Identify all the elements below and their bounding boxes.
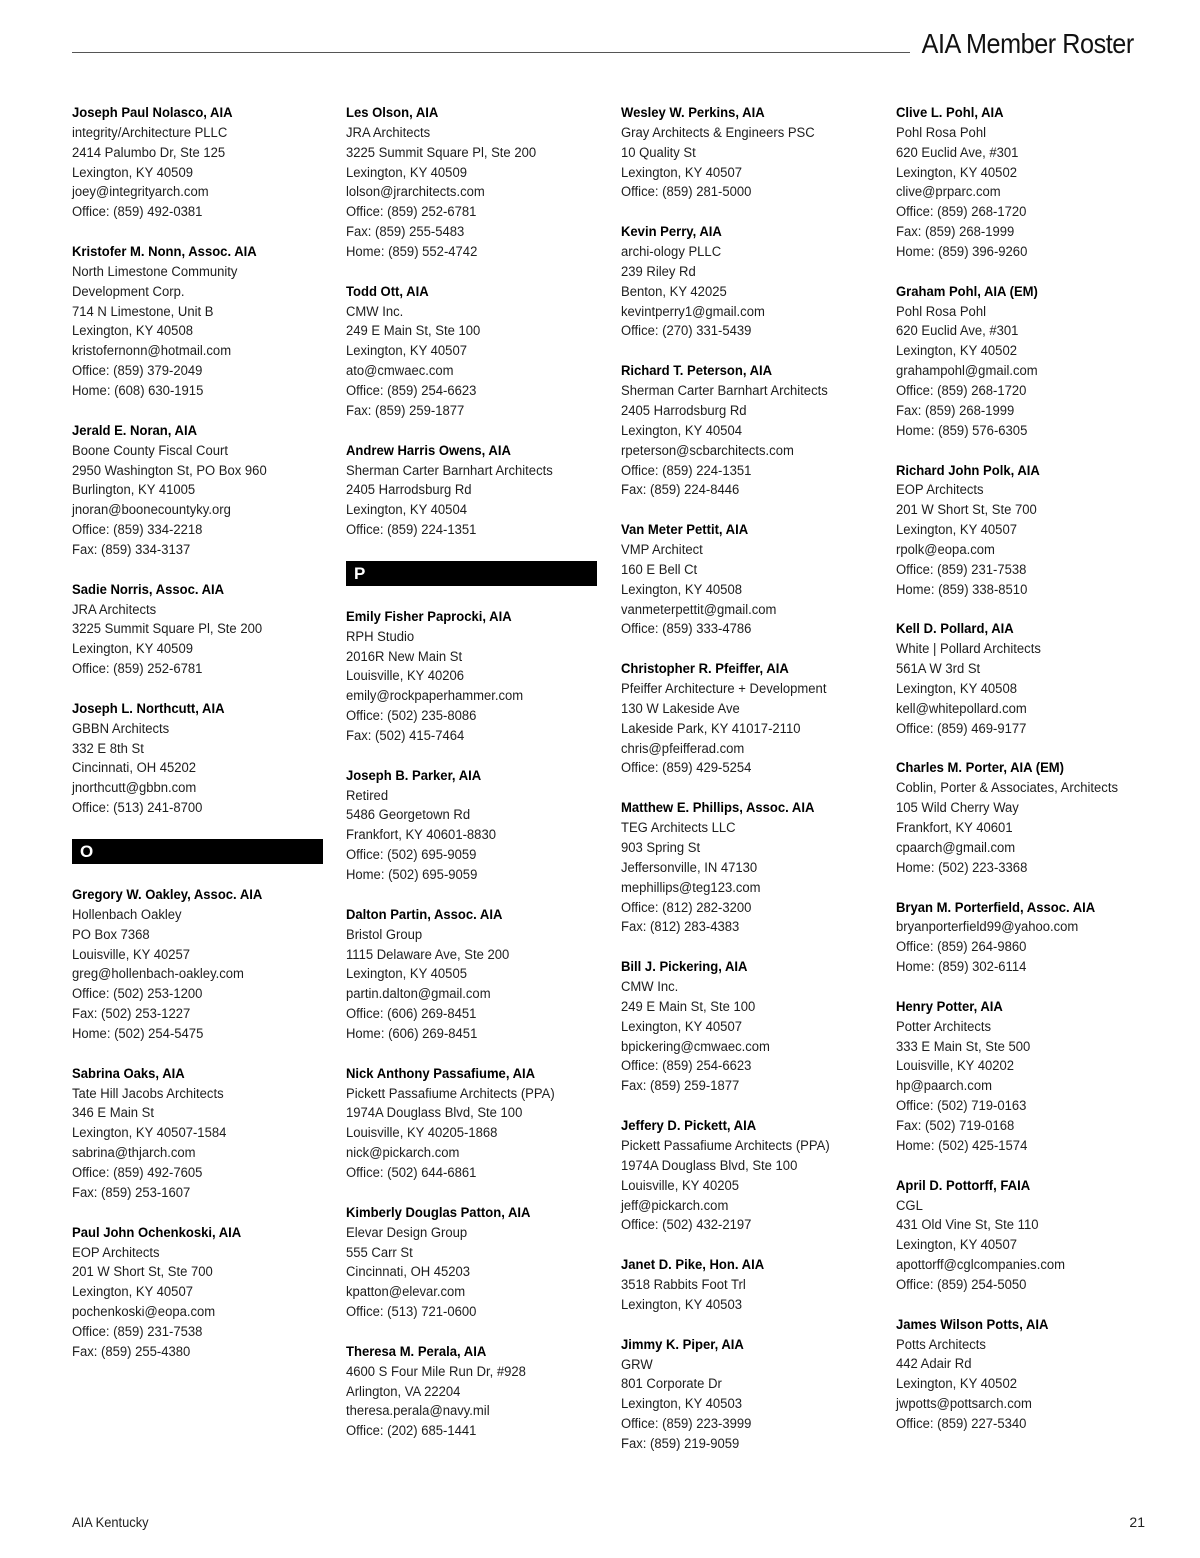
member-detail: TEG Architects LLC [621,820,736,837]
member-name: Richard T. Peterson, AIA [621,363,773,380]
member-detail: Office: (859) 252-6781 [346,204,477,221]
member-detail: jwpotts@pottsarch.com [896,1396,1032,1413]
member-entry [896,1316,1158,1435]
member-name: Graham Pohl, AIA (EM) [896,283,1038,300]
member-entry [621,223,883,342]
member-detail: Fax: (502) 253-1227 [72,1006,191,1023]
member-detail: 1974A Douglass Blvd, Ste 100 [621,1157,798,1174]
member-entry [621,958,883,1097]
member-entry [72,581,334,680]
member-detail: 431 Old Vine St, Ste 110 [896,1217,1039,1234]
member-detail: Fax: (859) 224-8446 [621,482,740,499]
member-detail: Office: (270) 331-5439 [621,323,752,340]
member-detail: 442 Adair Rd [896,1356,972,1373]
member-detail: 1974A Douglass Blvd, Ste 100 [346,1105,523,1122]
member-name: Kristofer M. Nonn, Assoc. AIA [72,244,257,261]
member-detail: Office: (859) 254-6623 [346,382,477,399]
member-entry [896,283,1158,442]
member-detail: 1115 Delaware Ave, Ste 200 [346,946,510,963]
member-detail: Fax: (812) 283-4383 [621,919,740,936]
member-detail: kpatton@elevar.com [346,1284,466,1301]
member-detail: Office: (859) 334-2218 [72,522,203,539]
member-detail: Lexington, KY 40505 [346,966,467,983]
member-detail: Home: (502) 425-1574 [896,1137,1028,1154]
member-detail: 561A W 3rd St [896,661,981,678]
member-detail: joey@integrityarch.com [72,184,209,201]
member-detail: nick@pickarch.com [346,1145,460,1162]
member-detail: Lexington, KY 40502 [896,164,1017,181]
member-name: Jerald E. Noran, AIA [72,422,198,439]
member-detail: 160 E Bell Ct [621,561,698,578]
member-detail: 249 E Main St, Ste 100 [346,323,481,340]
member-entry [346,283,608,422]
member-detail: CMW Inc. [621,979,679,996]
member-detail: EOP Architects [72,1244,160,1261]
member-entry [896,899,1158,978]
member-detail: archi-ology PLLC [621,244,722,261]
member-detail: Home: (859) 302-6114 [896,959,1027,976]
member-detail: Fax: (502) 415-7464 [346,727,465,744]
member-detail: lolson@jrarchitects.com [346,184,485,201]
member-detail: GBBN Architects [72,720,170,737]
member-name: Christopher R. Pfeiffer, AIA [621,661,789,678]
member-detail: Cincinnati, OH 45203 [346,1264,471,1281]
member-detail: Potter Architects [896,1018,992,1035]
member-detail: 346 E Main St [72,1105,154,1122]
member-detail: Fax: (859) 268-1999 [896,224,1015,241]
member-detail: 620 Euclid Ave, #301 [896,144,1019,161]
member-detail: Arlington, VA 22204 [346,1383,461,1400]
member-detail: Office: (513) 721-0600 [346,1304,477,1321]
member-detail: Lexington, KY 40504 [346,502,467,519]
member-detail: Office: (859) 268-1720 [896,204,1027,221]
roster-column-3 [621,104,883,1475]
member-detail: Home: (502) 695-9059 [346,867,478,883]
member-detail: sabrina@thjarch.com [72,1145,196,1162]
member-detail: Pohl Rosa Pohl [896,124,986,141]
member-detail: 4600 S Four Mile Run Dr, #928 [346,1363,526,1380]
footer-org: AIA Kentucky [72,1514,149,1530]
member-detail: kristofernonn@hotmail.com [72,343,232,360]
member-detail: Burlington, KY 41005 [72,482,196,499]
member-detail: Lexington, KY 40502 [896,1376,1017,1393]
member-detail: Gray Architects & Engineers PSC [621,124,815,141]
member-detail: Home: (859) 576-6305 [896,422,1028,439]
member-detail: 903 Spring St [621,840,701,856]
member-detail: Cincinnati, OH 45202 [72,760,197,777]
member-detail: Office: (859) 227-5340 [896,1415,1027,1432]
member-entry [896,998,1158,1157]
page-title: AIA Member Roster [921,28,1134,59]
member-detail: Office: (502) 432-2197 [621,1217,752,1234]
member-name: Bryan M. Porterfield, Assoc. AIA [896,899,1096,916]
member-name: James Wilson Potts, AIA [896,1316,1049,1333]
member-detail: Benton, KY 42025 [621,283,727,300]
member-detail: Office: (859) 224-1351 [346,522,477,539]
member-detail: 2405 Harrodsburg Rd [621,402,747,419]
member-detail: Pohl Rosa Pohl [896,303,986,320]
member-entry [72,700,334,819]
member-detail: EOP Architects [896,482,984,499]
member-entry [346,1343,608,1442]
member-detail: Lexington, KY 40507 [896,522,1017,539]
member-detail: 201 W Short St, Ste 700 [896,502,1037,519]
section-letter-header: O [72,839,323,864]
member-name: Joseph L. Northcutt, AIA [72,700,225,717]
member-detail: Lexington, KY 40507 [72,1284,193,1301]
member-detail: jnoran@boonecountyky.org [72,502,231,519]
member-detail: vanmeterpettit@gmail.com [621,601,777,618]
member-detail: hp@paarch.com [896,1078,992,1095]
member-entry [621,1256,883,1316]
member-detail: Office: (859) 281-5000 [621,184,752,201]
roster-column-1 [72,104,334,1383]
member-name: Jimmy K. Piper, AIA [621,1336,744,1353]
member-name: Clive L. Pohl, AIA [896,105,1004,121]
member-detail: Louisville, KY 40202 [896,1058,1015,1075]
member-detail: Office: (606) 269-8451 [346,1006,477,1023]
member-entry [621,799,883,938]
member-detail: bryanporterfield99@yahoo.com [896,919,1079,936]
member-detail: GRW [621,1356,653,1373]
member-detail: Home: (502) 223-3368 [896,859,1028,876]
member-detail: Lexington, KY 40507-1584 [72,1125,227,1142]
member-entry [72,1065,334,1204]
member-detail: JRA Architects [346,124,431,141]
member-detail: Fax: (859) 259-1877 [346,402,465,419]
member-detail: jnorthcutt@gbbn.com [72,780,197,797]
member-detail: Office: (859) 231-7538 [896,561,1027,578]
member-name: Charles M. Porter, AIA (EM) [896,760,1065,777]
member-detail: Lexington, KY 40507 [621,1018,742,1035]
member-detail: mephillips@teg123.com [621,879,761,896]
member-detail: 2950 Washington St, PO Box 960 [72,462,267,479]
member-detail: Office: (859) 254-6623 [621,1058,752,1075]
member-detail: Louisville, KY 40257 [72,946,191,963]
member-name: Sadie Norris, Assoc. AIA [72,581,225,598]
member-detail: 201 W Short St, Ste 700 [72,1264,213,1281]
member-entry [72,1224,334,1363]
member-detail: Office: (513) 241-8700 [72,800,203,817]
member-detail: ato@cmwaec.com [346,363,454,380]
member-detail: 333 E Main St, Ste 500 [896,1038,1031,1055]
member-detail: Office: (859) 492-0381 [72,204,203,221]
member-detail: Office: (859) 268-1720 [896,382,1027,399]
member-detail: Fax: (859) 268-1999 [896,402,1015,419]
roster-column-4 [896,104,1158,1455]
member-detail: 555 Carr St [346,1244,413,1261]
member-detail: 10 Quality St [621,144,696,161]
member-detail: apottorff@cglcompanies.com [896,1257,1066,1274]
member-detail: Office: (859) 231-7538 [72,1323,203,1340]
member-entry [621,660,883,779]
member-detail: cpaarch@gmail.com [896,839,1016,856]
member-name: Jeffery D. Pickett, AIA [621,1118,757,1135]
member-detail: Pfeiffer Architecture + Development [621,681,827,698]
member-detail: Frankfort, KY 40601-8830 [346,827,496,844]
member-detail: Lexington, KY 40509 [72,164,193,181]
member-detail: Elevar Design Group [346,1224,468,1241]
roster-column-2 [346,104,608,1462]
member-entry [621,104,883,203]
member-detail: RPH Studio [346,628,415,645]
member-detail: Fax: (859) 259-1877 [621,1078,740,1095]
member-detail: Fax: (859) 219-9059 [621,1435,740,1452]
member-detail: Fax: (859) 255-4380 [72,1343,191,1360]
member-entry [896,1177,1158,1296]
member-detail: Potts Architects [896,1336,986,1353]
member-entry [896,104,1158,263]
member-detail: Office: (859) 264-9860 [896,939,1027,956]
member-detail: theresa.perala@navy.mil [346,1403,490,1420]
member-detail: Office: (859) 224-1351 [621,462,752,479]
member-detail: Lexington, KY 40507 [346,343,467,360]
member-detail: chris@pfeifferad.com [621,740,745,757]
member-detail: Home: (859) 552-4742 [346,243,478,260]
member-detail: Lexington, KY 40508 [896,680,1017,697]
member-detail: clive@prparc.com [896,184,1001,201]
member-detail: 130 W Lakeside Ave [621,700,740,717]
member-detail: Office: (502) 644-6861 [346,1164,477,1181]
member-detail: Louisville, KY 40206 [346,668,465,685]
member-detail: Office: (859) 333-4786 [621,621,752,638]
member-detail: 3225 Summit Square Pl, Ste 200 [346,144,537,161]
header-rule [72,52,910,53]
member-entry [621,362,883,501]
member-detail: Sherman Carter Barnhart Architects [346,462,553,479]
member-detail: Retired [346,787,389,804]
member-detail: Lexington, KY 40503 [621,1396,742,1413]
member-name: Andrew Harris Owens, AIA [346,442,511,459]
member-detail: pochenkoski@eopa.com [72,1304,216,1321]
member-entry [346,906,608,1045]
member-detail: PO Box 7368 [72,926,150,943]
member-detail: rpeterson@scbarchitects.com [621,442,794,459]
member-name: Matthew E. Phillips, Assoc. AIA [621,800,815,817]
member-detail: Office: (859) 492-7605 [72,1164,203,1181]
member-name: Theresa M. Perala, AIA [346,1343,487,1360]
member-name: Paul John Ochenkoski, AIA [72,1224,242,1241]
member-entry [621,1117,883,1236]
member-detail: Lexington, KY 40503 [621,1296,742,1313]
member-name: Janet D. Pike, Hon. AIA [621,1257,765,1274]
member-detail: Office: (202) 685-1441 [346,1423,477,1440]
member-entry [346,608,608,747]
member-detail: rpolk@eopa.com [896,541,995,558]
member-detail: Coblin, Porter & Associates, Architects [896,780,1118,797]
member-detail: Home: (606) 269-8451 [346,1025,478,1042]
member-entry [896,759,1158,878]
member-detail: 249 E Main St, Ste 100 [621,998,756,1015]
member-entry [621,1336,883,1455]
member-detail: 2405 Harrodsburg Rd [346,482,472,499]
member-entry [621,521,883,640]
member-entry [72,243,334,402]
member-detail: Louisville, KY 40205 [621,1177,740,1194]
member-detail: Office: (502) 235-8086 [346,708,477,725]
member-entry [346,104,608,263]
member-entry [346,1204,608,1323]
member-detail: Lexington, KY 40509 [72,641,193,658]
member-detail: 239 Riley Rd [621,263,696,280]
member-name: Joseph Paul Nolasco, AIA [72,105,233,121]
member-detail: Louisville, KY 40205-1868 [346,1125,498,1142]
page-number: 21 [1129,1514,1145,1530]
member-entry [346,442,608,541]
member-detail: Office: (812) 282-3200 [621,899,752,916]
member-name: Kell D. Pollard, AIA [896,621,1014,638]
member-detail: 3225 Summit Square Pl, Ste 200 [72,621,263,638]
section-letter-header: P [346,561,597,586]
member-detail: VMP Architect [621,542,703,559]
member-detail: Boone County Fiscal Court [72,442,228,459]
member-name: Van Meter Pettit, AIA [621,522,749,539]
member-name: Bill J. Pickering, AIA [621,959,748,976]
member-detail: 3518 Rabbits Foot Trl [621,1277,746,1294]
member-name: Todd Ott, AIA [346,283,429,300]
member-detail: 2016R New Main St [346,648,463,665]
member-detail: CGL [896,1197,923,1214]
member-detail: Lexington, KY 40504 [621,422,742,439]
member-detail: Lakeside Park, KY 41017-2110 [621,720,801,737]
member-detail: Frankfort, KY 40601 [896,820,1013,836]
member-name: Gregory W. Oakley, Assoc. AIA [72,887,263,903]
member-name: April D. Pottorff, FAIA [896,1177,1031,1194]
member-detail: White | Pollard Architects [896,641,1041,658]
member-detail: Development Corp. [72,283,185,300]
member-detail: Jeffersonville, IN 47130 [621,859,758,876]
member-detail: Fax: (859) 253-1607 [72,1184,191,1201]
member-detail: Lexington, KY 40508 [72,323,193,340]
member-name: Les Olson, AIA [346,105,439,121]
member-detail: 5486 Georgetown Rd [346,807,471,824]
member-detail: 620 Euclid Ave, #301 [896,323,1019,340]
member-detail: Home: (859) 396-9260 [896,243,1028,260]
member-detail: grahampohl@gmail.com [896,363,1038,380]
member-detail: 2414 Palumbo Dr, Ste 125 [72,144,226,161]
member-detail: Office: (859) 223-3999 [621,1416,752,1433]
member-name: Wesley W. Perkins, AIA [621,105,765,121]
member-detail: kevintperry1@gmail.com [621,303,765,320]
member-name: Richard John Polk, AIA [896,462,1040,479]
member-detail: Lexington, KY 40502 [896,343,1017,360]
member-detail: greg@hollenbach-oakley.com [72,966,244,983]
member-detail: 714 N Limestone, Unit B [72,303,214,320]
member-name: Dalton Partin, Assoc. AIA [346,906,503,923]
member-name: Kimberly Douglas Patton, AIA [346,1204,531,1221]
member-detail: Office: (502) 253-1200 [72,986,203,1003]
member-detail: Home: (502) 254-5475 [72,1025,204,1042]
member-detail: kell@whitepollard.com [896,700,1027,717]
member-entry [896,620,1158,739]
member-detail: Office: (859) 469-9177 [896,720,1027,737]
member-detail: Lexington, KY 40509 [346,164,467,181]
member-detail: Pickett Passafiume Architects (PPA) [621,1137,830,1154]
member-entry [346,767,608,886]
member-detail: Lexington, KY 40507 [621,164,742,181]
member-detail: North Limestone Community [72,263,238,280]
member-detail: Hollenbach Oakley [72,906,182,923]
member-detail: Office: (859) 254-5050 [896,1276,1027,1293]
member-entry [72,886,334,1045]
member-detail: Home: (859) 338-8510 [896,581,1028,598]
member-detail: JRA Architects [72,601,157,618]
member-name: Kevin Perry, AIA [621,224,722,241]
member-detail: 332 E 8th St [72,740,144,757]
member-detail: bpickering@cmwaec.com [621,1038,770,1055]
member-name: Sabrina Oaks, AIA [72,1065,185,1082]
member-detail: Fax: (502) 719-0168 [896,1117,1015,1134]
member-detail: 105 Wild Cherry Way [896,800,1019,817]
member-entry [896,462,1158,601]
member-name: Henry Potter, AIA [896,998,1003,1015]
member-detail: Tate Hill Jacobs Architects [72,1085,224,1102]
member-detail: Office: (859) 252-6781 [72,661,203,678]
member-detail: integrity/Architecture PLLC [72,124,228,141]
member-detail: Office: (859) 379-2049 [72,363,203,380]
member-entry [346,1065,608,1184]
member-detail: CMW Inc. [346,303,404,320]
member-detail: Lexington, KY 40508 [621,581,742,598]
member-detail: Office: (502) 719-0163 [896,1098,1027,1115]
member-detail: Lexington, KY 40507 [896,1237,1017,1254]
member-detail: partin.dalton@gmail.com [346,986,491,1003]
member-detail: Office: (859) 429-5254 [621,760,752,777]
member-entry [72,422,334,561]
member-detail: Fax: (859) 255-5483 [346,224,465,241]
member-detail: Fax: (859) 334-3137 [72,541,191,558]
member-detail: Home: (608) 630-1915 [72,382,204,399]
member-name: Emily Fisher Paprocki, AIA [346,608,512,625]
member-detail: Office: (502) 695-9059 [346,847,477,864]
member-name: Joseph B. Parker, AIA [346,767,482,784]
member-name: Nick Anthony Passafiume, AIA [346,1065,536,1082]
member-detail: Sherman Carter Barnhart Architects [621,383,828,400]
member-detail: jeff@pickarch.com [621,1197,729,1214]
member-detail: Pickett Passafiume Architects (PPA) [346,1085,555,1102]
member-detail: 801 Corporate Dr [621,1376,722,1393]
member-detail: Bristol Group [346,926,423,943]
member-detail: emily@rockpaperhammer.com [346,688,524,705]
member-entry [72,104,334,223]
